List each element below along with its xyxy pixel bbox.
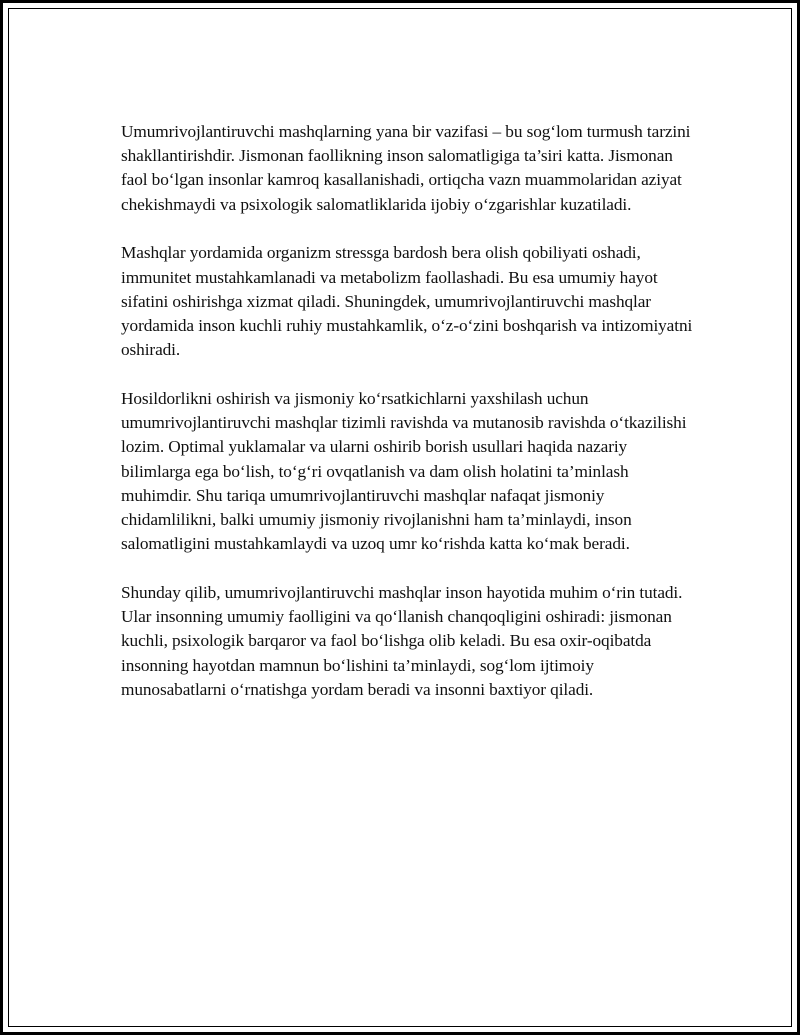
paragraph-4: Shunday qilib, umumrivojlantiruvchi mashqlar inson hayotida muhim o‘rin tutadi. Ular insonning umumiy faolligini va qo‘llanish chanqoqligini oshiradi: jismonan kuchli, psixologik barqaror va faol bo‘lishga olib keladi. Bu esa oxir-oqibatda insonning hayotdan mamnun bo‘lishini ta’minlaydi, sog‘lom ijtimoiy munosabatlarni o‘rnatishga yordam beradi va insonni baxtiyor qiladi.	[121, 583, 683, 699]
document-body	[121, 120, 701, 702]
paragraph-1: Umumrivojlantiruvchi mashqlarning yana bir vazifasi – bu sog‘lom turmush tarzini shakllantirishdir. Jismonan faollikning inson salomatligiga ta’siri katta. Jismonan faol bo‘lgan insonlar kamroq kasallanishadi, ortiqcha vazn muammolaridan aziyat chekishmaydi va psixologik salomatliklarida ijobiy o‘zgarishlar kuzatiladi.	[121, 122, 691, 214]
paragraph-3: Hosildorlikni oshirish va jismoniy ko‘rsatkichlarni yaxshilash uchun umumrivojlantiruvchi mashqlar tizimli ravishda va mutanosib ravishda o‘tkazilishi lozim. Optimal yuklamalar va ularni oshirib borish usullari haqida nazariy bilimlarga ega bo‘lish, to‘g‘ri ovqatlanish va dam olish holatini ta’minlash muhimdir. Shu tariqa umumrivojlantiruvchi mashqlar nafaqat jismoniy chidamlilikni, balki umumiy jismoniy rivojlanishni ham ta’minlaydi, inson salomatligini mustahkamlaydi va uzoq umr ko‘rishda katta ko‘mak beradi.	[121, 389, 687, 554]
paragraph-2: Mashqlar yordamida organizm stressga bardosh bera olish qobiliyati oshadi, immunitet mustahkamlanadi va metabolizm faollashadi. Bu esa umumiy hayot sifatini oshirishga xizmat qiladi. Shuningdek, umumrivojlantiruvchi mashqlar yordamida inson kuchli ruhiy mustahkamlik, o‘z-o‘zini boshqarish va intizomiyatni oshiradi.	[121, 243, 693, 360]
